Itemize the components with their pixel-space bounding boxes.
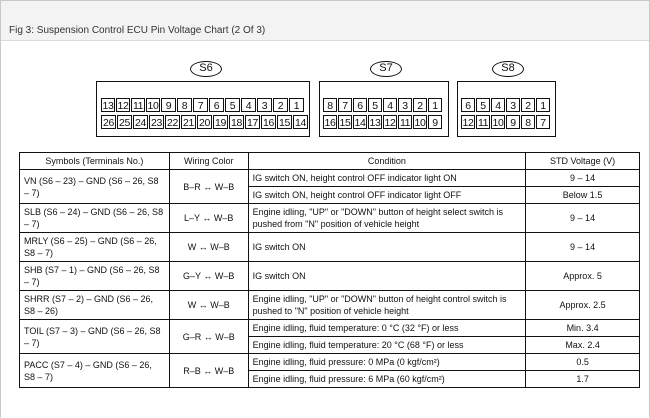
connector-s6-pin: 26 <box>101 115 116 129</box>
table-row <box>20 204 640 233</box>
connector-s6-pin: 24 <box>133 115 148 129</box>
connector-s6-pin: 17 <box>245 115 260 129</box>
condition-cell: Engine idling, "UP" or "DOWN" button of height select switch is pushed from "N" position of vehicle height <box>248 204 525 233</box>
condition-cell: Engine idling, "UP" or "DOWN" button of height control switch is pushed to "N" position of vehicle height <box>248 291 525 320</box>
connector-s6-pin: 18 <box>229 115 244 129</box>
connector-s6-pin: 6 <box>209 98 224 112</box>
connector-s8-pin: 10 <box>492 117 504 129</box>
connector-s6-pin: 7 <box>193 98 208 112</box>
connector-s6-pin: 25 <box>117 115 132 129</box>
voltage-table <box>19 152 640 388</box>
connector-s8-pin: 7 <box>536 115 550 129</box>
condition-cell: Engine idling, fluid temperature: 0 °C (32 °F) or less <box>248 320 525 337</box>
voltage-cell: Min. 3.4 <box>526 320 640 337</box>
connector-s7-pin: 3 <box>398 98 412 112</box>
connector-s6-pin: 5 <box>225 98 240 112</box>
voltage-cell: 9 – 14 <box>526 170 640 187</box>
table-header-row <box>20 153 640 170</box>
connector-s7-pin: 9 <box>428 115 442 129</box>
condition-cell: IG switch ON, height control OFF indicator light ON <box>248 170 525 187</box>
condition-cell: IG switch ON <box>248 262 525 291</box>
connector-s7-bottom-pins <box>323 115 443 129</box>
condition-cell: Engine idling, fluid pressure: 6 MPa (60 kgf/cm²) <box>248 371 525 388</box>
voltage-cell: Max. 2.4 <box>526 337 640 354</box>
wiring-color-cell: R–B ↔ W–B <box>169 354 248 388</box>
connector-s6-pin: 12 <box>117 100 129 112</box>
condition-cell: IG switch ON <box>248 233 525 262</box>
wiring-color-cell: B–R ↔ W–B <box>169 170 248 204</box>
wiring-color-cell: G–R ↔ W–B <box>169 320 248 354</box>
connector-s7-pin: 6 <box>353 98 367 112</box>
connector-s8-pin: 9 <box>506 115 520 129</box>
header-wiring-color: Wiring Color <box>169 153 248 170</box>
wiring-color-cell: G–Y ↔ W–B <box>169 262 248 291</box>
connector-s8-pin: 8 <box>521 115 535 129</box>
connector-s6-top-pins <box>101 98 305 112</box>
voltage-cell: 1.7 <box>526 371 640 388</box>
voltage-cell: Below 1.5 <box>526 187 640 204</box>
symbol-cell: SLB (S6 – 24) – GND (S6 – 26, S8 – 7) <box>20 204 170 233</box>
table-row <box>20 354 640 371</box>
wiring-color-cell: W ↔ W–B <box>169 291 248 320</box>
connector-label-s8: S8 <box>492 61 524 77</box>
condition-cell: Engine idling, fluid pressure: 0 MPa (0 kgf/cm²) <box>248 354 525 371</box>
connector-s7-pin: 13 <box>369 117 381 129</box>
connector-s6-pin: 9 <box>161 98 176 112</box>
header-std-voltage: STD Voltage (V) <box>526 153 640 170</box>
connector-s7-pin: 12 <box>384 117 396 129</box>
connector-s8-pin: 1 <box>536 98 550 112</box>
connector-s7-pin: 7 <box>338 98 352 112</box>
voltage-cell: Approx. 2.5 <box>526 291 640 320</box>
connector-s8-pin: 2 <box>521 98 535 112</box>
connector-s8-pin: 6 <box>461 98 475 112</box>
connector-s6-pin: 3 <box>257 98 272 112</box>
connector-s6-pin: 11 <box>132 100 144 112</box>
symbol-cell: SHB (S7 – 1) – GND (S6 – 26, S8 – 7) <box>20 262 170 291</box>
figure-caption: Fig 3: Suspension Control ECU Pin Voltage Chart (2 Of 3) <box>9 25 266 36</box>
voltage-cell: 9 – 14 <box>526 233 640 262</box>
header-condition: Condition <box>248 153 525 170</box>
connector-s8-bottom-pins <box>461 115 551 129</box>
connector-s6-pin: 19 <box>213 115 228 129</box>
connector-s8-pin: 4 <box>491 98 505 112</box>
voltage-cell: Approx. 5 <box>526 262 640 291</box>
table-row <box>20 170 640 187</box>
wiring-color-cell: L–Y ↔ W–B <box>169 204 248 233</box>
figure-body <box>1 42 649 418</box>
connector-s7-pin: 5 <box>368 98 382 112</box>
connector-s6-pin: 15 <box>277 115 292 129</box>
connector-s6-pin: 14 <box>293 115 308 129</box>
connector-s8-pin: 3 <box>506 98 520 112</box>
header-symbols: Symbols (Terminals No.) <box>20 153 170 170</box>
connector-label-s7: S7 <box>370 61 402 77</box>
symbol-cell: VN (S6 – 23) – GND (S6 – 26, S8 – 7) <box>20 170 170 204</box>
table-row <box>20 291 640 320</box>
connector-s6-pin: 16 <box>261 115 276 129</box>
connector-s7-top-pins <box>323 98 443 112</box>
figure-caption-bar <box>1 1 649 41</box>
table-row <box>20 262 640 291</box>
connector-s8-pin: 5 <box>476 98 490 112</box>
condition-cell: IG switch ON, height control OFF indicator light OFF <box>248 187 525 204</box>
connector-s8-top-pins <box>461 98 551 112</box>
connector-s8-pin: 11 <box>477 117 489 129</box>
wiring-color-cell: W ↔ W–B <box>169 233 248 262</box>
connector-s6-pin: 21 <box>181 115 196 129</box>
connector-s7-pin: 11 <box>399 117 411 129</box>
symbol-cell: MRLY (S6 – 25) – GND (S6 – 26, S8 – 7) <box>20 233 170 262</box>
symbol-cell: SHRR (S7 – 2) – GND (S6 – 26, S8 – 26) <box>20 291 170 320</box>
connector-s7-pin: 14 <box>354 117 366 129</box>
connector-s6-pin: 2 <box>273 98 288 112</box>
connector-s7-pin: 16 <box>324 117 336 129</box>
table-row <box>20 320 640 337</box>
connector-s6-pin: 20 <box>197 115 212 129</box>
connector-s7-pin: 8 <box>323 98 337 112</box>
connector-s6-pin: 13 <box>102 100 114 112</box>
voltage-cell: 9 – 14 <box>526 204 640 233</box>
connector-s7-pin: 4 <box>383 98 397 112</box>
connector-s6-pin: 23 <box>149 115 164 129</box>
symbol-cell: PACC (S7 – 4) – GND (S6 – 26, S8 – 7) <box>20 354 170 388</box>
connector-s7-pin: 10 <box>414 117 426 129</box>
connector-s7-pin: 2 <box>413 98 427 112</box>
connector-s6-pin: 22 <box>165 115 180 129</box>
connector-label-s6: S6 <box>190 61 222 77</box>
connector-s6-bottom-pins <box>101 115 309 129</box>
voltage-cell: 0.5 <box>526 354 640 371</box>
connector-s6-pin: 10 <box>147 100 159 112</box>
connector-s7-pin: 15 <box>339 117 351 129</box>
table-row <box>20 233 640 262</box>
connector-s8-pin: 12 <box>462 117 474 129</box>
connector-s6-pin: 1 <box>289 98 304 112</box>
connector-s6-pin: 8 <box>177 98 192 112</box>
condition-cell: Engine idling, fluid temperature: 20 °C (68 °F) or less <box>248 337 525 354</box>
symbol-cell: TOIL (S7 – 3) – GND (S6 – 26, S8 – 7) <box>20 320 170 354</box>
connector-s6-pin: 4 <box>241 98 256 112</box>
connector-s7-pin: 1 <box>428 98 442 112</box>
